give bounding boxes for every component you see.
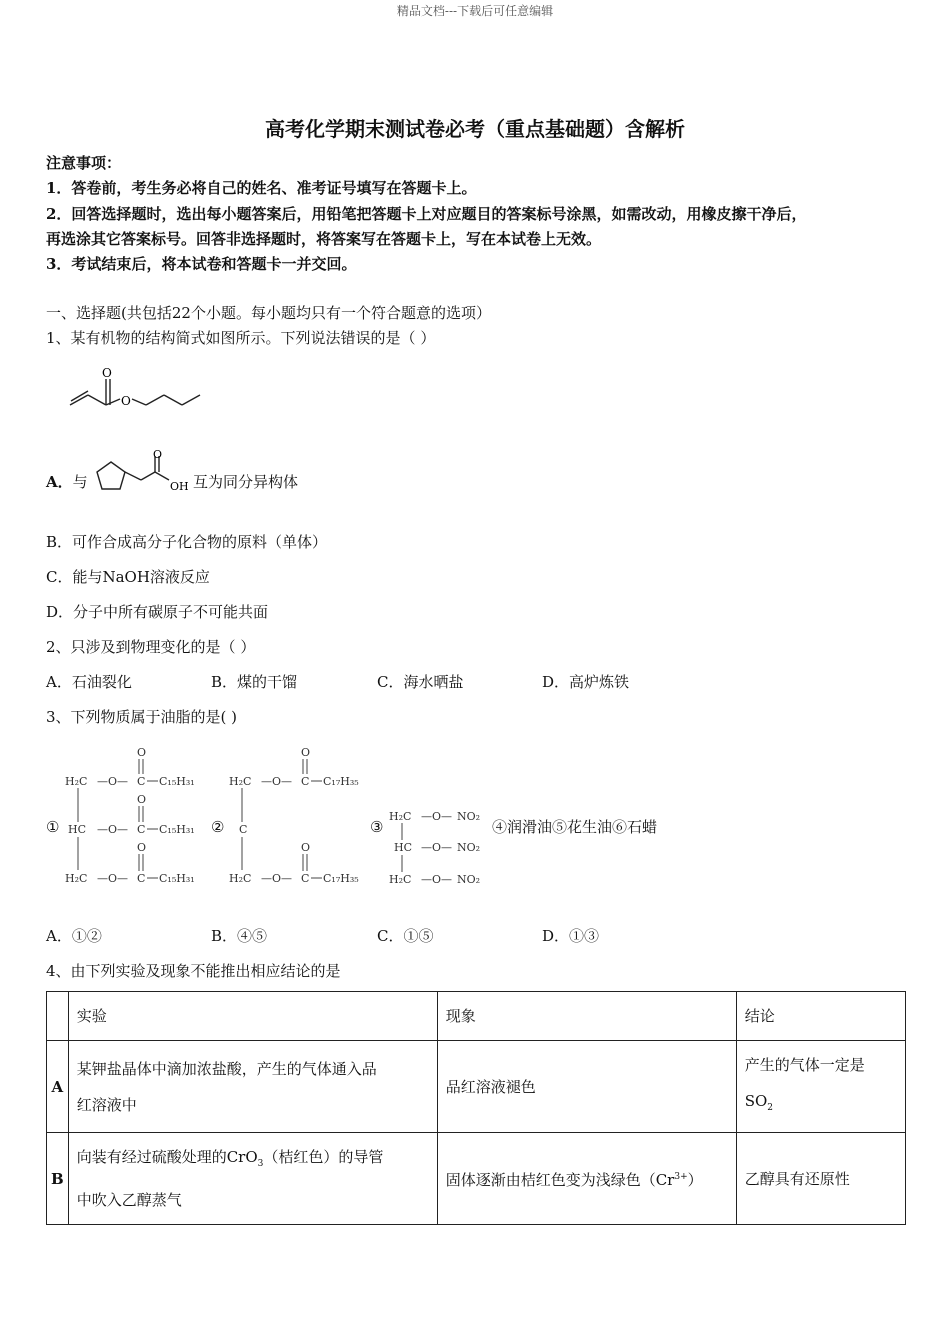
q3-s1-hc-mid: HC xyxy=(68,823,87,836)
row-conclusion-line-2 xyxy=(745,1083,897,1126)
notice-item-3: 3．考试结束后，将本试卷和答题卡一并交回。 xyxy=(46,255,357,273)
q1-option-a-pre: 与 xyxy=(72,473,88,491)
q3-s2-h2c-top: H₂C xyxy=(229,775,252,788)
q3-s3-no2-top: NO₂ xyxy=(457,810,481,823)
q3-s2-c-bot: C xyxy=(301,872,310,885)
row-conclusion: 乙醇具有还原性 xyxy=(736,1133,905,1225)
q3-s1-r-bot: C₁₅H₃₁ xyxy=(159,872,195,885)
q1-mol-oxygen-carbonyl: O xyxy=(102,366,112,380)
q3-s3-no2-bot: NO₂ xyxy=(457,873,481,886)
q3-rest: ④润滑油⑤花生油⑥石蜡 xyxy=(492,818,658,836)
q3-s3-hc-mid: HC xyxy=(394,841,413,854)
row-experiment-line-1: 某钾盐晶体中滴加浓盐酸，产生的气体通入品 xyxy=(76,1059,377,1078)
row-experiment xyxy=(68,1041,437,1133)
header-note: 精品文档---下载后可任意编辑 xyxy=(396,4,554,18)
q3-s2-h2c-bot: H₂C xyxy=(229,872,252,885)
row-phenomenon-sup: 3+ xyxy=(674,1172,688,1182)
q3-s1-o-bot: —O— xyxy=(97,872,129,885)
notice-item-1: 1．答卷前，考生务必将自己的姓名、准考证号填写在答题卡上。 xyxy=(46,179,477,197)
q1-stem: 1、某有机物的结构简式如图所示。下列说法错误的是（ ） xyxy=(46,329,436,347)
q3-s1-r-top: C₁₅H₃₁ xyxy=(159,775,195,788)
q3-s1-r-mid: C₁₅H₃₁ xyxy=(159,823,195,836)
q3-mark-2: ② xyxy=(211,818,225,836)
table-row xyxy=(47,1133,906,1225)
q3-s2-r-top: C₁₇H₃₅ xyxy=(323,775,359,788)
row-phenomenon-b: ） xyxy=(687,1171,703,1189)
row-experiment-line-2: 红溶液中 xyxy=(76,1095,137,1114)
q3-structure-1 xyxy=(65,742,210,892)
row-experiment xyxy=(68,1133,437,1225)
row-conclusion-sub: 2 xyxy=(767,1103,773,1113)
row-conclusion-line-1: 产生的气体一定是 xyxy=(744,1056,865,1074)
q1-option-d: D．分子中所有碳原子不可能共面 xyxy=(46,603,269,621)
notice-heading: 注意事项： xyxy=(46,154,122,172)
q4-stem: 4、由下列实验及现象不能推出相应结论的是 xyxy=(46,962,341,980)
q2-option-a: A．石油裂化 xyxy=(46,673,132,691)
table-header-blank xyxy=(47,992,69,1041)
q3-s1-h2c-bot: H₂C xyxy=(65,872,88,885)
q3-s2-c-mid: C xyxy=(239,823,248,836)
row-label: B xyxy=(47,1133,69,1225)
q3-s2-r-bot: C₁₇H₃₅ xyxy=(323,872,359,885)
q3-mark-1: ① xyxy=(46,818,60,836)
page-title: 高考化学期末测试卷必考（重点基础题）含解析 xyxy=(265,117,685,141)
q3-s3-o-top: —O— xyxy=(421,810,453,823)
q4-table xyxy=(46,991,906,1225)
notice-item-2-cont: 再选涂其它答案标号。回答非选择题时，将答案写在答题卡上，写在本试卷上无效。 xyxy=(46,230,602,248)
q3-mark-3: ③ xyxy=(370,818,384,836)
q3-s1-c-bot: C xyxy=(137,872,146,885)
q3-structure-3 xyxy=(389,800,494,895)
q2-stem: 2、只涉及到物理变化的是（ ） xyxy=(46,638,256,656)
table-header-conclusion: 结论 xyxy=(736,992,905,1041)
table-header-row xyxy=(47,992,906,1041)
q3-option-d: D．①③ xyxy=(542,927,600,945)
q3-s3-h2c-bot: H₂C xyxy=(389,873,412,886)
row-experiment-line-2: 中吹入乙醇蒸气 xyxy=(76,1191,182,1209)
q3-s2-od-top: O xyxy=(301,746,311,759)
row-phenomenon: 品红溶液褪色 xyxy=(437,1041,736,1133)
q3-s2-c-top: C xyxy=(301,775,310,788)
q2-option-d: D．高炉炼铁 xyxy=(542,673,630,691)
row-experiment-sub: 3 xyxy=(257,1159,264,1169)
row-experiment-line-1a: 向装有经过硫酸处理的CrO xyxy=(76,1148,258,1166)
notice-item-2: 2．回答选择题时，选出每小题答案后，用铅笔把答题卡上对应题目的答案标号涂黑，如需改动，用橡皮擦干净后， xyxy=(46,205,807,223)
q3-s1-od-mid: O xyxy=(137,793,147,806)
row-experiment-line-1b: （桔红色）的导管 xyxy=(263,1148,384,1166)
table-row xyxy=(47,1041,906,1133)
row-phenomenon-a: 固体逐渐由桔红色变为浅绿色（Cr xyxy=(445,1171,675,1189)
q3-option-c: C．①⑤ xyxy=(377,927,434,945)
q1-option-a xyxy=(46,472,88,492)
q3-s3-o-bot: —O— xyxy=(421,873,453,886)
row-experiment-line-1 xyxy=(77,1139,429,1182)
q3-s1-c-mid: C xyxy=(137,823,146,836)
q3-s1-od-top: O xyxy=(137,746,147,759)
q1-a-mol-oxygen: O xyxy=(153,450,163,461)
q3-s1-od-bot: O xyxy=(137,841,147,854)
q1-molecule-figure xyxy=(60,365,210,420)
table-header-experiment: 实验 xyxy=(68,992,437,1041)
row-label: A xyxy=(47,1041,69,1133)
q2-option-b: B．煤的干馏 xyxy=(211,673,298,691)
q3-s1-o-top: —O— xyxy=(97,775,129,788)
q2-option-c: C．海水晒盐 xyxy=(377,673,464,691)
q3-stem: 3、下列物质属于油脂的是( ) xyxy=(46,708,238,726)
q3-s2-o-top: —O— xyxy=(261,775,293,788)
row-phenomenon xyxy=(437,1133,736,1225)
table-header-phenomenon: 现象 xyxy=(437,992,736,1041)
q1-option-b: B．可作合成高分子化合物的原料（单体） xyxy=(46,533,328,551)
q3-option-a: A．①② xyxy=(46,927,102,945)
q3-s1-o-mid: —O— xyxy=(97,823,129,836)
q1-option-c: C．能与NaOH溶液反应 xyxy=(46,568,210,586)
section-heading: 一、选择题(共包括22个小题。每小题均只有一个符合题意的选项） xyxy=(46,304,491,322)
q3-s3-h2c-top: H₂C xyxy=(389,810,412,823)
row-conclusion-formula: SO xyxy=(744,1092,768,1110)
q3-s1-h2c-top: H₂C xyxy=(65,775,88,788)
q3-s2-od-bot: O xyxy=(301,841,311,854)
q3-s2-o-bot: —O— xyxy=(261,872,293,885)
q1-option-a-label: A． xyxy=(46,473,73,491)
q1-a-mol-hydroxyl: OH xyxy=(170,480,189,493)
q3-option-b: B．④⑤ xyxy=(211,927,268,945)
q1-mol-oxygen-ester: O xyxy=(121,394,131,408)
q1-option-a-molecule xyxy=(93,450,195,500)
q3-s1-c-top: C xyxy=(137,775,146,788)
q3-s3-o-mid: —O— xyxy=(421,841,453,854)
row-conclusion xyxy=(736,1041,905,1133)
q3-s3-no2-mid: NO₂ xyxy=(457,841,481,854)
q3-structure-2 xyxy=(229,742,374,892)
q1-option-a-post: 互为同分异构体 xyxy=(193,473,299,491)
